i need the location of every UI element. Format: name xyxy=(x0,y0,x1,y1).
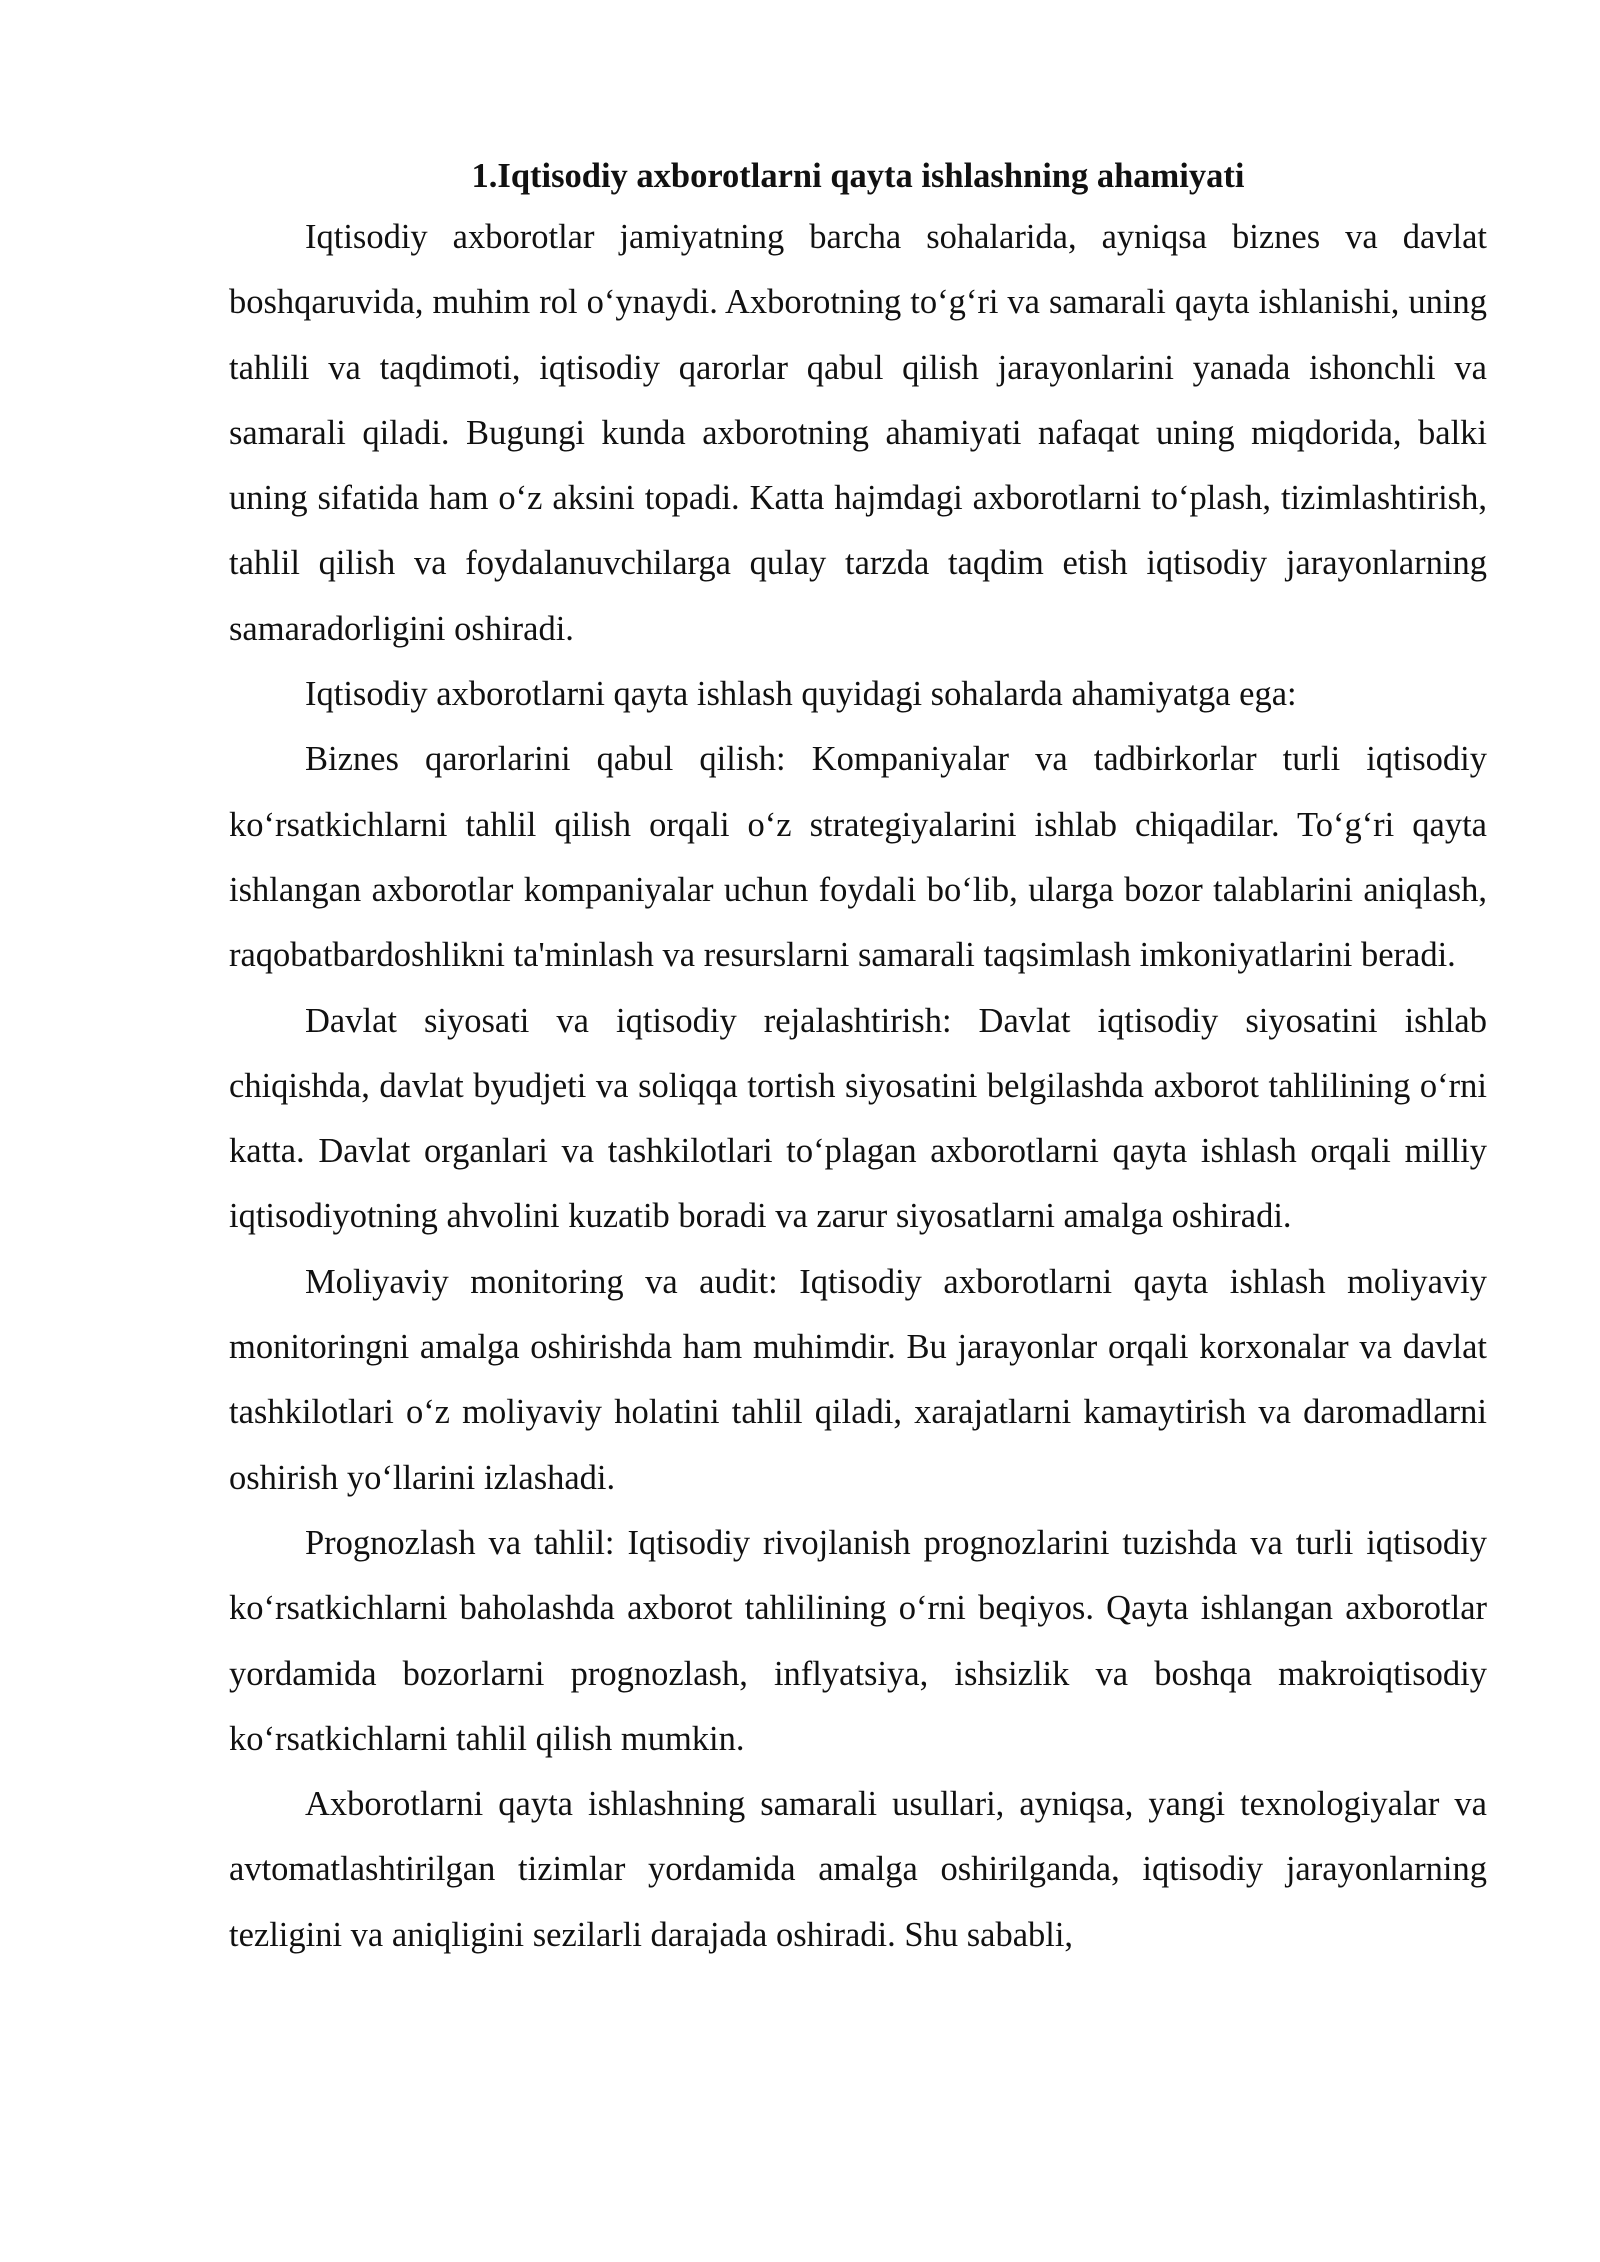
paragraph-forecasting: Prognozlash va tahlil: Iqtisodiy rivojlanish prognozlarini tuzishda va turli iqtisodiy ko‘rsatkichlarni baholashda axborot tahlilining o‘rni beqiyos. Qayta ishlangan axborotlar yordamida bozorlarni prognozlash, inflyatsiya, ishsizlik va boshqa makroiqtisodiy ko‘rsatkichlarni tahlil qilish mumkin. xyxy=(229,1523,1487,1758)
paragraph-efficient-methods: Axborotlarni qayta ishlashning samarali usullari, ayniqsa, yangi texnologiyalar va avtomatlashtirilgan tizimlar yordamida amalga oshirilganda, iqtisodiy jarayonlarning tezligini va aniqligini sezilarli darajada oshiradi. Shu sababli, xyxy=(229,1785,1487,1954)
paragraph-state-policy: Davlat siyosati va iqtisodiy rejalashtirish: Davlat iqtisodiy siyosatini ishlab chiqishda, davlat byudjeti va soliqqa tortish siyosatini belgilashda axborot tahlilining o‘rni katta. Davlat organlari va tashkilotlari to‘plagan axborotlarni qayta ishlash orqali milliy iqtisodiyotning ahvolini kuzatib boradi va zarur siyosatlarni amalga oshiradi. xyxy=(229,1001,1487,1236)
paragraph-business-decisions: Biznes qarorlarini qabul qilish: Kompaniyalar va tadbirkorlar turli iqtisodiy ko‘rsatkichlarni tahlil qilish orqali o‘z strategiyalarini ishlab chiqadilar. To‘g‘ri qayta ishlangan axborotlar kompaniyalar uchun foydali bo‘lib, ularga bozor talablarini aniqlash, raqobatbardoshlikni ta'minlash va resurslarni samarali taqsimlash imkoniyatlarini beradi. xyxy=(229,740,1487,975)
paragraph-intro: Iqtisodiy axborotlar jamiyatning barcha sohalarida, ayniqsa biznes va davlat boshqaruvida, muhim rol o‘ynaydi. Axborotning to‘g‘ri va samarali qayta ishlanishi, uning tahlili va taqdimoti, iqtisodiy qarorlar qabul qilish jarayonlarini yanada ishonchli va samarali qiladi. Bugungi kunda axborotning ahamiyati nafaqat uning miqdorida, balki uning sifatida ham o‘z aksini topadi. Katta hajmdagi axborotlarni to‘plash, tizimlashtirish, tahlil qilish va foydalanuvchilarga qulay tarzda taqdim etish iqtisodiy jarayonlarning samaradorligini oshiradi. xyxy=(229,218,1487,648)
document-body xyxy=(229,147,1487,1968)
paragraph-financial-monitoring: Moliyaviy monitoring va audit: Iqtisodiy axborotlarni qayta ishlash moliyaviy monitoringni amalga oshirishda ham muhimdir. Bu jarayonlar orqali korxonalar va davlat tashkilotlari o‘z moliyaviy holatini tahlil qiladi, xarajatlarni kamaytirish va daromadlarni oshirish yo‘llarini izlashadi. xyxy=(229,1262,1487,1497)
paragraph-areas-lead: Iqtisodiy axborotlarni qayta ishlash quyidagi sohalarda ahamiyatga ega: xyxy=(305,675,1297,714)
document-title: 1.Iqtisodiy axborotlarni qayta ishlashning ahamiyati xyxy=(471,157,1245,195)
